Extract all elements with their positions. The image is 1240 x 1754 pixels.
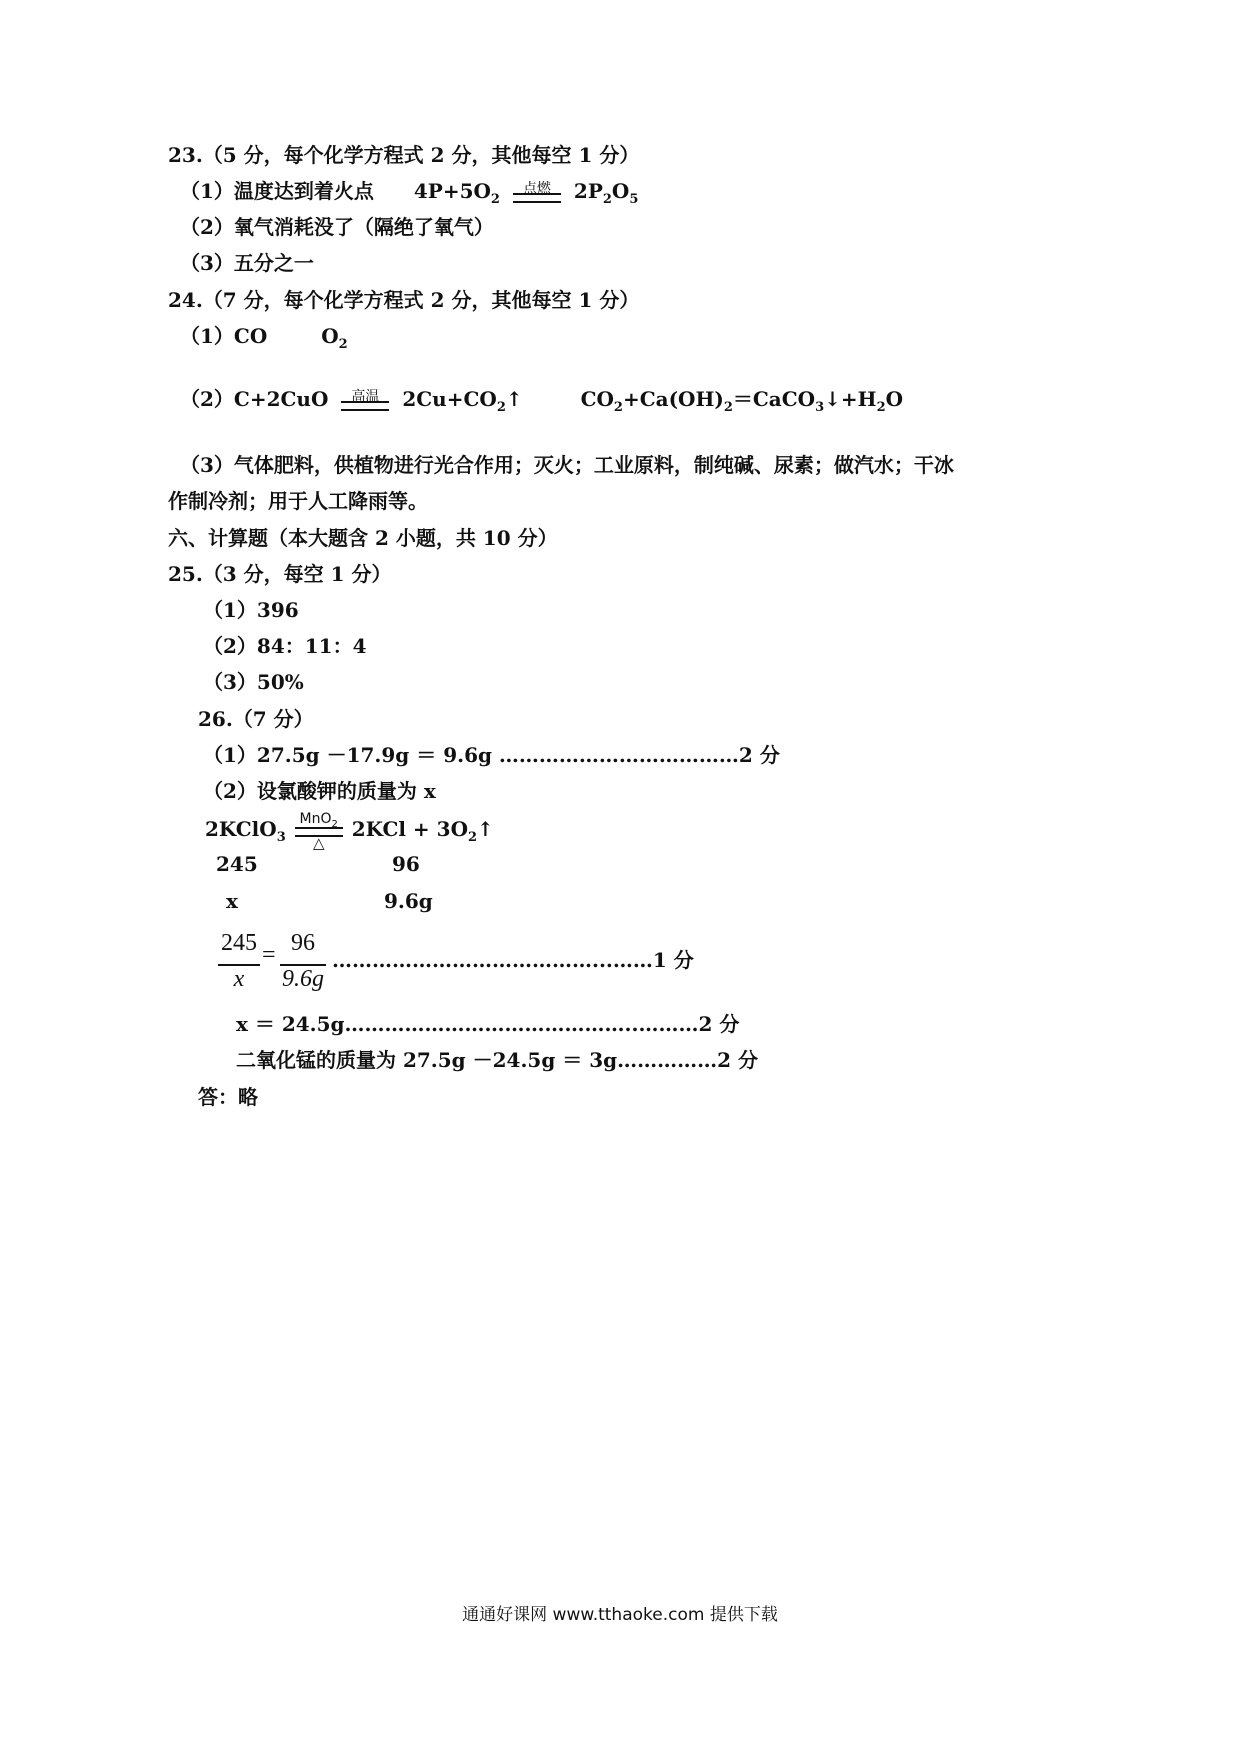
- q23-header: 23.（5 分，每个化学方程式 2 分，其他每空 1 分）: [168, 143, 640, 167]
- q26-result-mno2: 二氧化锰的质量为 27.5g －24.5g ＝ 3g……………2 分: [236, 1048, 759, 1072]
- q26-fraction-left: [218, 930, 260, 1000]
- q26-equation: 2KClO$_3$ MnO$_2$ △ $2KCl + 3O_2↑$: [205, 816, 494, 851]
- q26-frac1-num: 245: [221, 930, 257, 956]
- q26-eq-catalyst: MnO$_2$: [299, 810, 338, 830]
- q26-answer-2: （2）设氯酸钾的质量为 x: [203, 779, 436, 803]
- q26-var-x: x: [226, 889, 238, 913]
- q23-reaction-arrow: [513, 180, 561, 206]
- q26-result-x: x ＝ 24.5g……………………………………..………2 分: [236, 1012, 740, 1036]
- q26-frac2-num: 96: [291, 930, 315, 956]
- q26-frac2-den: 9.6g: [282, 966, 324, 992]
- q24-a1-label: （1）CO: [180, 324, 268, 348]
- q23-answer-1: （1）温度达到着火点 $4P+5O_2$ 点燃 $2P_2O_5$: [180, 178, 638, 213]
- q26-answer-1: （1）27.5g －17.9g ＝ 9.6g ………………………………2 分: [203, 743, 780, 767]
- q26-header: 26.（7 分）: [198, 707, 314, 731]
- q24-a2-right: 2Cu+CO: [402, 387, 497, 411]
- q26-answer-final: 答：略: [198, 1085, 258, 1109]
- q26-eq-left: 2KClO: [205, 817, 277, 841]
- q26-var-9.6g: 9.6g: [384, 889, 433, 913]
- q26-equals-sign: =: [262, 942, 276, 968]
- q26-proportion-score: …………………………………...……1 分: [332, 948, 694, 972]
- q25-answer-2: （2）84：11：4: [203, 634, 367, 658]
- page-footer: 通通好课网 www.tthaoke.com 提供下载: [462, 1605, 778, 1625]
- q24-a2-left: （2）C+2CuO: [180, 387, 329, 411]
- q24-a1-b: O: [321, 324, 339, 348]
- q26-eq-right: 2KCl + 3O: [351, 817, 468, 841]
- q25-answer-3: （3）50%: [203, 670, 304, 694]
- q23-answer-2: （2）氧气消耗没了（隔绝了氧气）: [180, 215, 494, 239]
- q25-header: 25.（3 分，每空 1 分）: [168, 562, 392, 586]
- q26-eq-heat: △: [312, 833, 325, 852]
- q24-answer-2: （2）C+2CuO 高温 $2Cu+CO_2↑$ $CO_2+Ca(OH)_2=CaCO_3↓+H_2O$: [180, 386, 903, 421]
- q24-a2-eq2: $CO_2+Ca(OH)_2=CaCO_3↓+H_2O$: [580, 387, 904, 415]
- section-6-title: 六、计算题（本大题含 2 小题，共 10 分）: [168, 526, 558, 550]
- q24-answer-1: （1）CO $O_2$: [180, 324, 348, 352]
- q24-reaction-arrow: [341, 388, 389, 414]
- q26-mass-245: 245: [216, 852, 258, 876]
- q24-header: 24.（7 分，每个化学方程式 2 分，其他每空 1 分）: [168, 288, 640, 312]
- q26-mass-96: 96: [392, 852, 420, 876]
- q24-eq-condition: 高温: [351, 388, 380, 405]
- q25-answer-1: （1）396: [203, 598, 299, 622]
- q23-eq-left: 4P+5O: [413, 179, 491, 203]
- q24-answer-3-line1: （3）气体肥料，供植物进行光合作用；灭火；工业原料，制纯碱、尿素；做汽水；干冰: [180, 453, 954, 477]
- q26-reaction-arrow: [295, 810, 343, 852]
- q26-frac1-den: x: [233, 966, 245, 992]
- q26-fraction-right: [280, 930, 326, 1000]
- q23-a1-text: （1）温度达到着火点: [180, 179, 374, 203]
- q23-answer-3: （3）五分之一: [180, 251, 314, 275]
- q23-eq-condition: 点燃: [522, 180, 551, 197]
- q24-answer-3-line2: 作制冷剂；用于人工降雨等。: [168, 489, 428, 513]
- q23-eq-right: 2P: [573, 179, 603, 203]
